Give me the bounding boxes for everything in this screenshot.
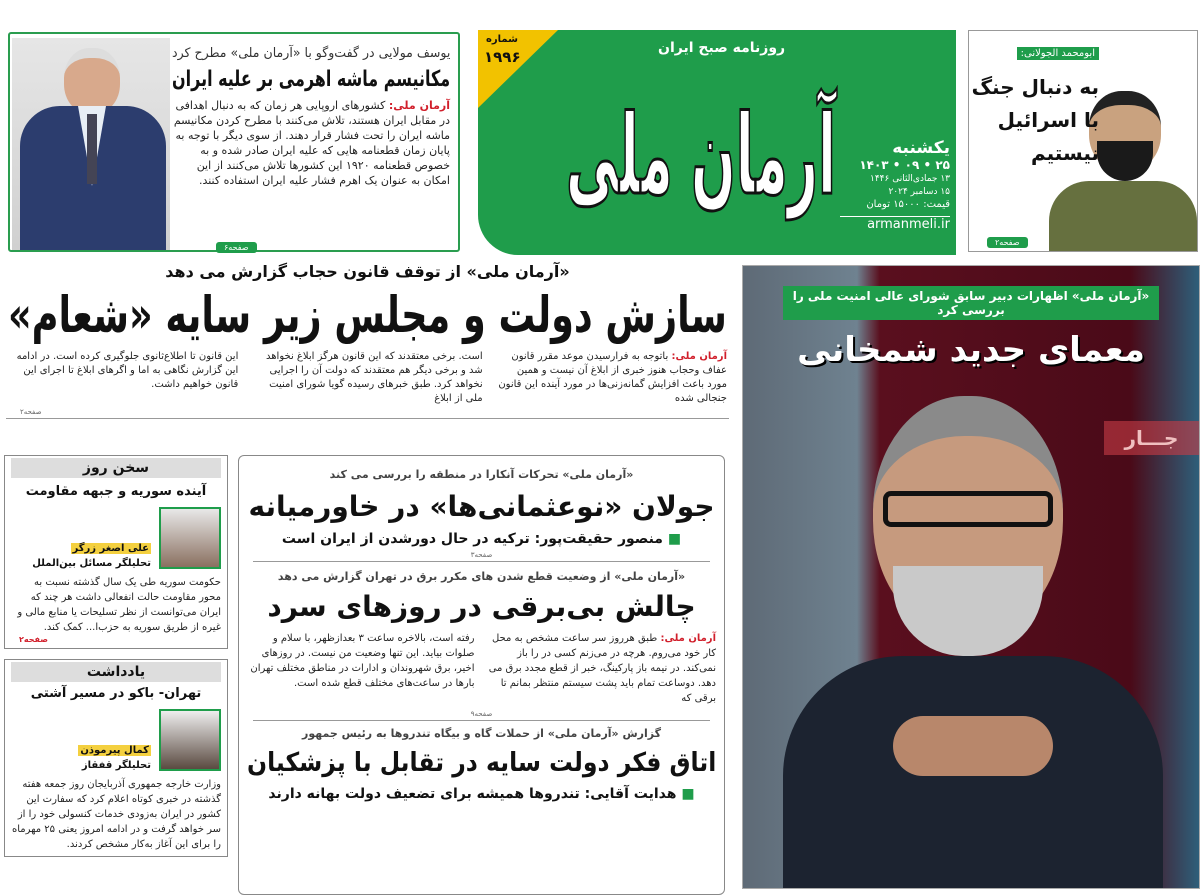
headline-line[interactable]: با اسرائیل xyxy=(997,108,1099,132)
page-ref[interactable]: صفحه۲ xyxy=(20,408,42,416)
issue-number: ۱۹۹۶ xyxy=(484,48,521,66)
body-text: کشورهای اروپایی هر زمان که به دنبال اهدافی در مقابل ایران هستند، تلاش می‌کنند با مطرح کردن مکانیسم ماشه ایران را تحت فشار قرار دهند. از سوی دیگر با توجه به پایان زمان قطعنامه هایی که علیه ایران صادر شده و به خصوص قطعنامه ۱۹۲۰ این کشورها تلاش می‌کنند از این امکان به عنوان یک اهرم فشار علیه ایران استفاده کنند. xyxy=(173,99,450,187)
body-text: وزارت خارجه جمهوری آذربایجان روز جمعه هفته گذشته در خبری کوتاه اعلام کرد که سفارت این کشور در ایران به‌زودی خدمات کنسولی خود را از سر خواهد گرفت و در ادامه امروز یعنی ۲۵ مهرماه را برای این آغاز به‌کار مشخص کردند. xyxy=(11,779,221,850)
author-role: تحلیلگر مسائل بین‌الملل xyxy=(32,558,151,569)
headline-line[interactable]: نیستیم xyxy=(1030,141,1099,165)
article-title[interactable]: آینده سوریه و جبهه مقاومت xyxy=(25,484,207,499)
kicker: «آرمان ملی» از وضعیت قطع شدن های مکرر برق در تهران گزارش می دهد xyxy=(277,570,686,583)
page-ref[interactable]: صفحه۲ xyxy=(19,635,48,644)
page-ref[interactable]: صفحه۶ xyxy=(216,242,257,253)
watermark: جـــار xyxy=(1104,421,1199,455)
tagline: روزنامه صبح ایران xyxy=(658,40,786,56)
byline: آرمان ملی: xyxy=(388,99,450,112)
weekday: یکشنبه xyxy=(892,138,950,158)
story-turkey[interactable] xyxy=(247,456,716,562)
body-col: این قانون تا اطلاع‌ثانوی جلوگیری کرده است. در ادامه این گزارش نگاهی به اما و اگرهای ابلاغ تا اجرای این قانون خواهیم داشت. xyxy=(16,351,239,390)
byline: آرمان ملی: xyxy=(671,351,727,362)
byline: آرمان ملی: xyxy=(660,633,716,644)
author-name: کمال پیرموذن xyxy=(80,745,149,756)
story-shadow-government[interactable] xyxy=(247,721,716,802)
body-col: باتوجه به فرارسیدن موعد مقرر قانون عفاف وحجاب هنوز خبری از ابلاغ آن نیست و همین مورد باعث افزایش گمانه‌زنی‌ها در مورد آینده این قانون جنجالی شده xyxy=(498,351,727,404)
headline[interactable]: مکانیسم ماشه اهرمی بر علیه ایران xyxy=(171,67,450,92)
issue-label: شماره xyxy=(486,34,518,45)
middle-column xyxy=(238,455,725,895)
body-text: حکومت سوریه طی یک سال گذشته نسبت به محور مقاومت حالت انفعالی داشت هر چند که ایران می‌توانست از نظر تسلیحات یا منابع مالی و غیره از طریق سوریه به حزب‌ا... کمک کند. xyxy=(17,577,221,633)
main-headline[interactable]: سازش دولت و مجلس زیر سایه «شعام» xyxy=(8,286,727,344)
body-col: رفته است، بالاخره ساعت ۳ بعدازظهر، با سلام و صلوات بیاید. این تنها وضعیت من نیست. در روزهای اخیر، برق شهروندان و ادارات در مناطق مختلف تهران بارها در ساعت‌های مختلف قطع شده است. xyxy=(250,633,475,689)
left-column xyxy=(4,455,228,857)
logo: آرمان ملی xyxy=(566,91,836,219)
author-name: علی اصغر زرگر xyxy=(72,543,149,554)
square-bullet-icon: ■ xyxy=(681,786,695,802)
page-ref[interactable]: صفحه۳ xyxy=(470,551,493,559)
top-right-story[interactable] xyxy=(968,30,1198,252)
kicker: یوسف مولایی در گفت‌وگو با «آرمان ملی» مطرح کرد xyxy=(171,46,450,61)
solar-date: ۲۵ • ۰۹ • ۱۴۰۳ xyxy=(859,158,950,172)
headline-line[interactable]: به دنبال جنگ xyxy=(971,75,1099,99)
gregorian-date: ۱۵ دسامبر ۲۰۲۴ xyxy=(888,187,950,197)
masthead xyxy=(478,30,956,255)
website[interactable]: armanmeli.ir xyxy=(840,216,950,232)
feature-story[interactable] xyxy=(742,265,1200,889)
lunar-date: ۱۳ جمادی‌الثانی ۱۴۴۶ xyxy=(869,174,950,184)
subhead: هدایت آقایی: تندروها همیشه برای تضعیف دولت بهانه دارند xyxy=(268,786,677,802)
price: قیمت: ۱۵۰۰۰ تومان xyxy=(866,199,950,210)
body-col: است. برخی معتقدند که این قانون هرگز ابلاغ نخواهد شد و برخی دیگر هم معتقدند که دولت آن را اجرایی نخواهد کرد. طبق خبرهای رسیده گویا شورای امنیت ملی از ابلاغ xyxy=(266,351,483,404)
section-title: یادداشت xyxy=(11,662,221,682)
subhead: منصور حقیقت‌پور: ترکیه در حال دورشدن از ایران است xyxy=(281,531,663,547)
note-box[interactable] xyxy=(4,659,228,857)
headline[interactable]: چالش بی‌برقی در روزهای سرد xyxy=(267,590,696,623)
kicker: «آرمان ملی» تحرکات آنکارا در منطقه را بررسی می کند xyxy=(329,468,634,481)
feature-headline[interactable]: معمای جدید شمخانی xyxy=(797,330,1145,370)
article-title[interactable]: تهران- باکو در مسیر آشتی xyxy=(30,686,202,701)
story-power-outage[interactable] xyxy=(247,562,716,721)
shamkhani-photo xyxy=(783,386,1163,889)
divider xyxy=(6,418,729,419)
headline[interactable]: اتاق فکر دولت سایه در تقابل با پزشکیان xyxy=(246,748,716,778)
author-photo xyxy=(159,507,221,569)
page-ref[interactable]: صفحه۲ xyxy=(987,237,1028,248)
section-title: سخن روز xyxy=(11,458,221,478)
main-story xyxy=(0,262,735,419)
kicker: گزارش «آرمان ملی» از حملات گاه و بیگاه تندروها به رئیس جمهور xyxy=(301,727,662,740)
headline[interactable]: جولان «نوعثمانی‌ها» در خاورمیانه xyxy=(248,490,715,523)
feature-tag: «آرمان ملی» اظهارات دبیر سابق شورای عالی امنیت ملی را بررسی کرد xyxy=(783,286,1159,320)
author-role: تحلیلگر قفقاز xyxy=(81,760,151,771)
opinion-box[interactable] xyxy=(4,455,228,649)
top-left-story[interactable] xyxy=(8,32,460,252)
body-col: طبق هرروز سر ساعت مشخص به محل کار خود می‌روم. هرچه در می‌زنم کسی در را باز نمی‌کند. در نیمه باز پارکینگ، خبر از قطع مجدد برق می دهد. دوساعت تمام باید پشت سیستم منتظر بمانم تا برقی که xyxy=(488,633,716,704)
page-ref[interactable]: صفحه۹ xyxy=(470,710,493,718)
kicker: «آرمان ملی» از توقف قانون حجاب گزارش می دهد xyxy=(165,262,570,281)
square-bullet-icon: ■ xyxy=(667,531,682,547)
speaker-tag: ابومحمد الجولانی: xyxy=(1017,47,1099,60)
